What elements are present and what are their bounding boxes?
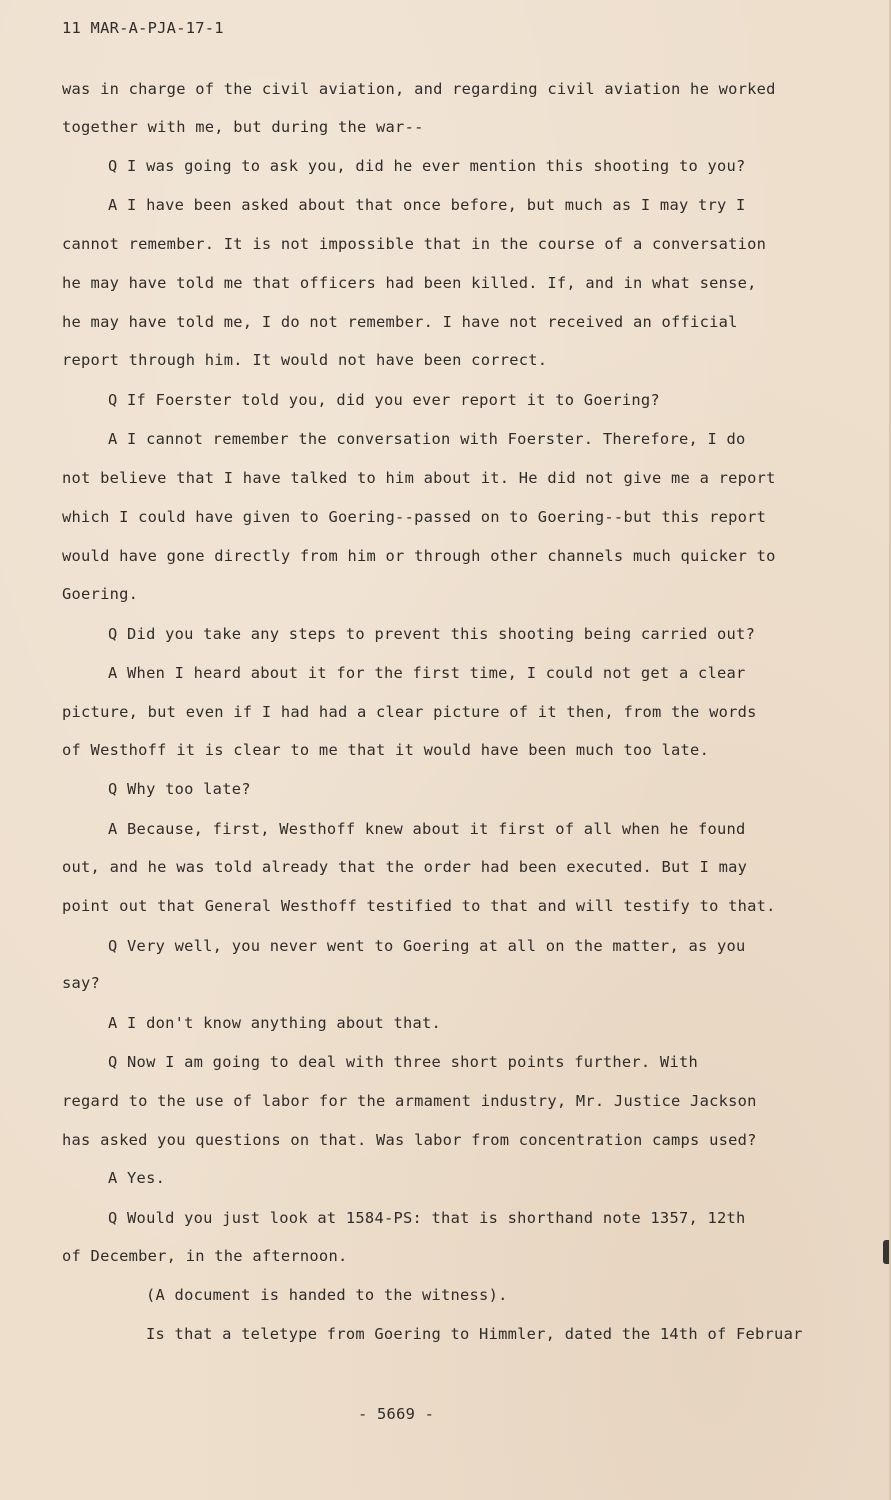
transcript-line: A Because, first, Westhoff knew about it first of all when he found: [108, 820, 746, 838]
transcript-line: Q I was going to ask you, did he ever mention this shooting to you?: [108, 157, 746, 175]
transcript-line: report through him. It would not have been correct.: [62, 351, 548, 369]
transcript-line: Q Would you just look at 1584-PS: that is shorthand note 1357, 12th: [108, 1209, 746, 1227]
transcript-line: Is that a teletype from Goering to Himmler, dated the 14th of Februar: [146, 1325, 803, 1343]
transcript-line: picture, but even if I had had a clear picture of it then, from the words: [62, 703, 757, 721]
transcript-line: of Westhoff it is clear to me that it would have been much too late.: [62, 741, 710, 759]
transcript-line: regard to the use of labor for the armament industry, Mr. Justice Jackson: [62, 1092, 757, 1110]
transcript-line: A I have been asked about that once before, but much as I may try I: [108, 196, 746, 214]
document-reference: 11 MAR-A-PJA-17-1: [62, 19, 224, 37]
transcript-line: not believe that I have talked to him about it. He did not give me a report: [62, 469, 776, 487]
transcript-line: Q Did you take any steps to prevent this shooting being carried out?: [108, 625, 756, 643]
transcript-line: say?: [62, 974, 101, 992]
transcript-line: A I don't know anything about that.: [108, 1014, 442, 1032]
binder-mark: [883, 1240, 889, 1264]
transcript-line: Goering.: [62, 585, 139, 603]
page-number: - 5669 -: [358, 1405, 435, 1423]
transcript-line: together with me, but during the war--: [62, 118, 424, 136]
transcript-line: was in charge of the civil aviation, and regarding civil aviation he worked: [62, 80, 776, 98]
transcript-line: Q If Foerster told you, did you ever report it to Goering?: [108, 391, 660, 409]
transcript-line: Q Very well, you never went to Goering at all on the matter, as you: [108, 937, 746, 955]
transcript-line: out, and he was told already that the order had been executed. But I may: [62, 858, 748, 876]
transcript-line: point out that General Westhoff testified to that and will testify to that.: [62, 897, 776, 915]
transcript-line: Q Why too late?: [108, 780, 251, 798]
transcript-line: A Yes.: [108, 1169, 166, 1187]
transcript-line: Q Now I am going to deal with three short points further. With: [108, 1053, 698, 1071]
transcript-line: of December, in the afternoon.: [62, 1247, 348, 1265]
transcript-line: A When I heard about it for the first time, I could not get a clear: [108, 664, 746, 682]
transcript-line: A I cannot remember the conversation with Foerster. Therefore, I do: [108, 430, 746, 448]
transcript-line: which I could have given to Goering--passed on to Goering--but this report: [62, 508, 767, 526]
transcript-line: he may have told me that officers had been killed. If, and in what sense,: [62, 274, 757, 292]
transcript-line: would have gone directly from him or through other channels much quicker to: [62, 547, 776, 565]
transcript-line: he may have told me, I do not remember. I have not received an official: [62, 313, 738, 331]
transcript-line: cannot remember. It is not impossible that in the course of a conversation: [62, 235, 767, 253]
transcript-line: (A document is handed to the witness).: [146, 1286, 508, 1304]
transcript-line: has asked you questions on that. Was labor from concentration camps used?: [62, 1131, 757, 1149]
